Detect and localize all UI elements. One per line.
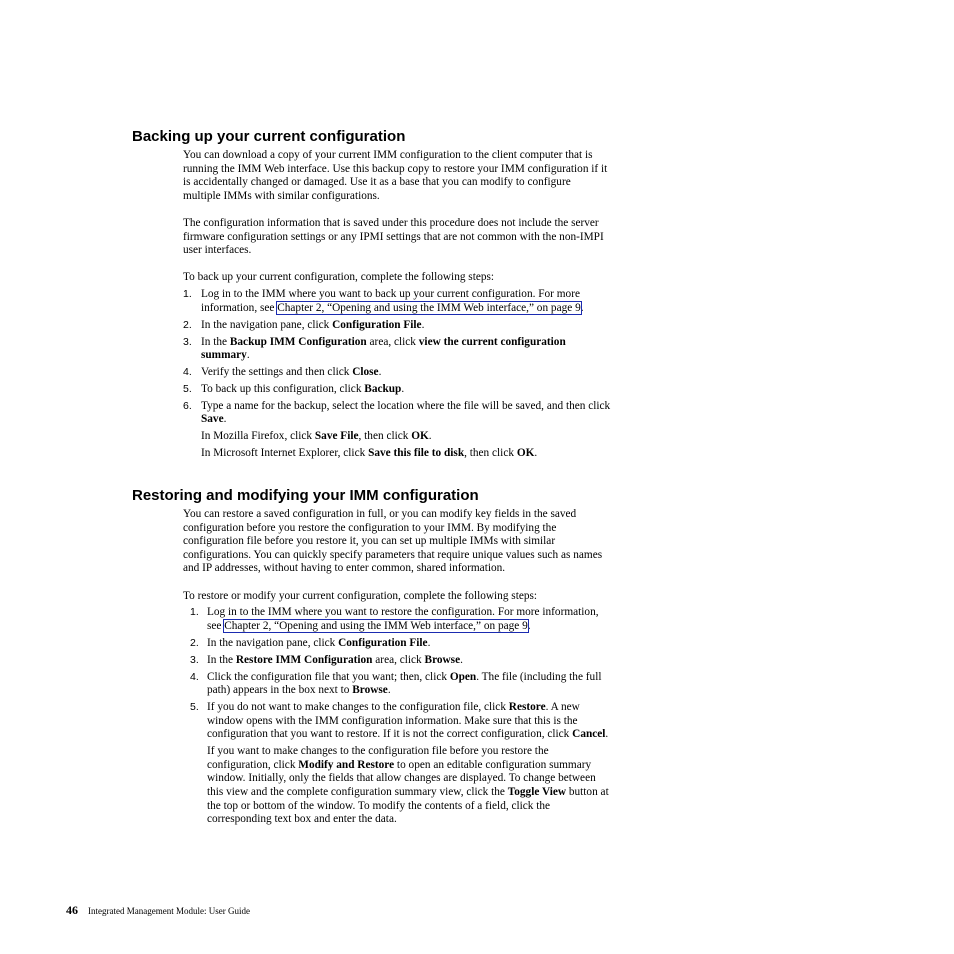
sub-paragraph: In Mozilla Firefox, click Save File, then click OK. xyxy=(201,430,432,443)
steps-intro: To back up your current configuration, complete the following steps: xyxy=(183,271,495,284)
paragraph: You can restore a saved configuration in full, or you can modify key fields in the saved configuration before you restore the configuration to your IMM. By modifying the configuration file before you restore it, you can set up multiple IMMs with similar configurations. You can quickly specify parameters that require unique values such as names and IP addresses, without having to enter common, shared information. xyxy=(183,508,603,575)
section-body-restore xyxy=(183,508,611,830)
step-number: 4. xyxy=(190,670,199,683)
chapter-2-link[interactable]: Chapter 2, “Opening and using the IMM Web interface,” on page 9 xyxy=(224,620,528,633)
section-body-backup xyxy=(183,149,611,464)
list-item: 1. Log in to the IMM where you want to back up your current configuration. For more information, see Chapter 2, “Opening and using the IMM Web interface,” on page 9. xyxy=(183,288,584,314)
list-item: 6. Type a name for the backup, select the location where the file will be saved, and then click Save. In Mozilla Firefox, click Save File, then click OK. In Microsoft Internet Explorer, click Save this file to disk, then click OK. xyxy=(183,399,611,460)
list-item: 3. In the Restore IMM Configuration area, click Browse. xyxy=(190,653,463,666)
steps-list xyxy=(183,288,611,461)
paragraph: You can download a copy of your current IMM configuration to the client computer that is running the IMM Web interface. Use this backup copy to restore your IMM configuration if it is accidentally changed or damaged. Use it as a base that you can modify to configure multiple IMMs with similar configurations. xyxy=(183,149,608,202)
steps-list xyxy=(183,606,611,826)
step-number: 1. xyxy=(183,288,192,301)
page-footer xyxy=(66,901,250,919)
list-item: 5. If you do not want to make changes to the configuration file, click Restore. A new window opens with the IMM configuration information. Make sure that this is the configuration that you want to restore. If it is not the correct configuration, click Cancel. If you want to make changes to the configuration file before you restore the configuration, click Modify and Restore to open an editable configuration summary window. Initially, only the fields that allow changes are displayed. To change between this view and the complete configuration summary view, click the Toggle View button at the top or bottom of the window. To modify the contents of a field, click the corresponding text box and enter the data. xyxy=(183,701,611,827)
list-item: 3. In the Backup IMM Configuration area, click view the current configuration summary. xyxy=(183,335,566,362)
step-number: 3. xyxy=(190,653,199,666)
paragraph: The configuration information that is saved under this procedure does not include the server firmware configuration settings or any IPMI settings that are not common with the non-IMPI user interfaces. xyxy=(183,216,604,257)
step-number: 3. xyxy=(183,335,192,348)
chapter-2-link[interactable]: Chapter 2, “Opening and using the IMM Web interface,” on page 9 xyxy=(277,301,581,314)
page-number: 46 xyxy=(66,903,78,917)
list-item: 4. Click the configuration file that you want; then, click Open. The file (including the full path) appears in the box next to Browse. xyxy=(190,670,602,697)
steps-intro: To restore or modify your current configuration, complete the following steps: xyxy=(183,589,538,602)
step-number: 6. xyxy=(183,399,192,412)
list-item: 1. Log in to the IMM where you want to restore the configuration. For more information, see Chapter 2, “Opening and using the IMM Web interface,” on page 9. xyxy=(190,606,599,633)
section-heading-restore: Restoring and modifying your IMM configuration xyxy=(132,487,479,504)
step-number: 2. xyxy=(183,318,192,331)
list-item: 5. To back up this configuration, click Backup. xyxy=(183,382,405,395)
step-number: 5. xyxy=(183,382,192,395)
sub-paragraph: If you want to make changes to the configuration file before you restore the configuration, click Modify and Restore to open an editable configuration summary window. Initially, only the fields that allow changes are displayed. To change between this view and the complete configuration summary view, click the Toggle View button at the top or bottom of the window. To modify the contents of a field, click the corresponding text box and enter the data. xyxy=(207,745,609,826)
list-item: 2. In the navigation pane, click Configuration File. xyxy=(183,318,425,331)
step-number: 5. xyxy=(190,701,199,714)
list-item: 4. Verify the settings and then click Close. xyxy=(183,366,382,379)
step-number: 4. xyxy=(183,366,192,379)
section-heading-backup: Backing up your current configuration xyxy=(132,128,406,145)
step-number: 1. xyxy=(190,606,199,619)
sub-paragraph: In Microsoft Internet Explorer, click Save this file to disk, then click OK. xyxy=(201,447,538,460)
step-number: 2. xyxy=(190,636,199,649)
document-title: Integrated Management Module: User Guide xyxy=(88,906,250,916)
list-item: 2. In the navigation pane, click Configuration File. xyxy=(190,636,431,649)
